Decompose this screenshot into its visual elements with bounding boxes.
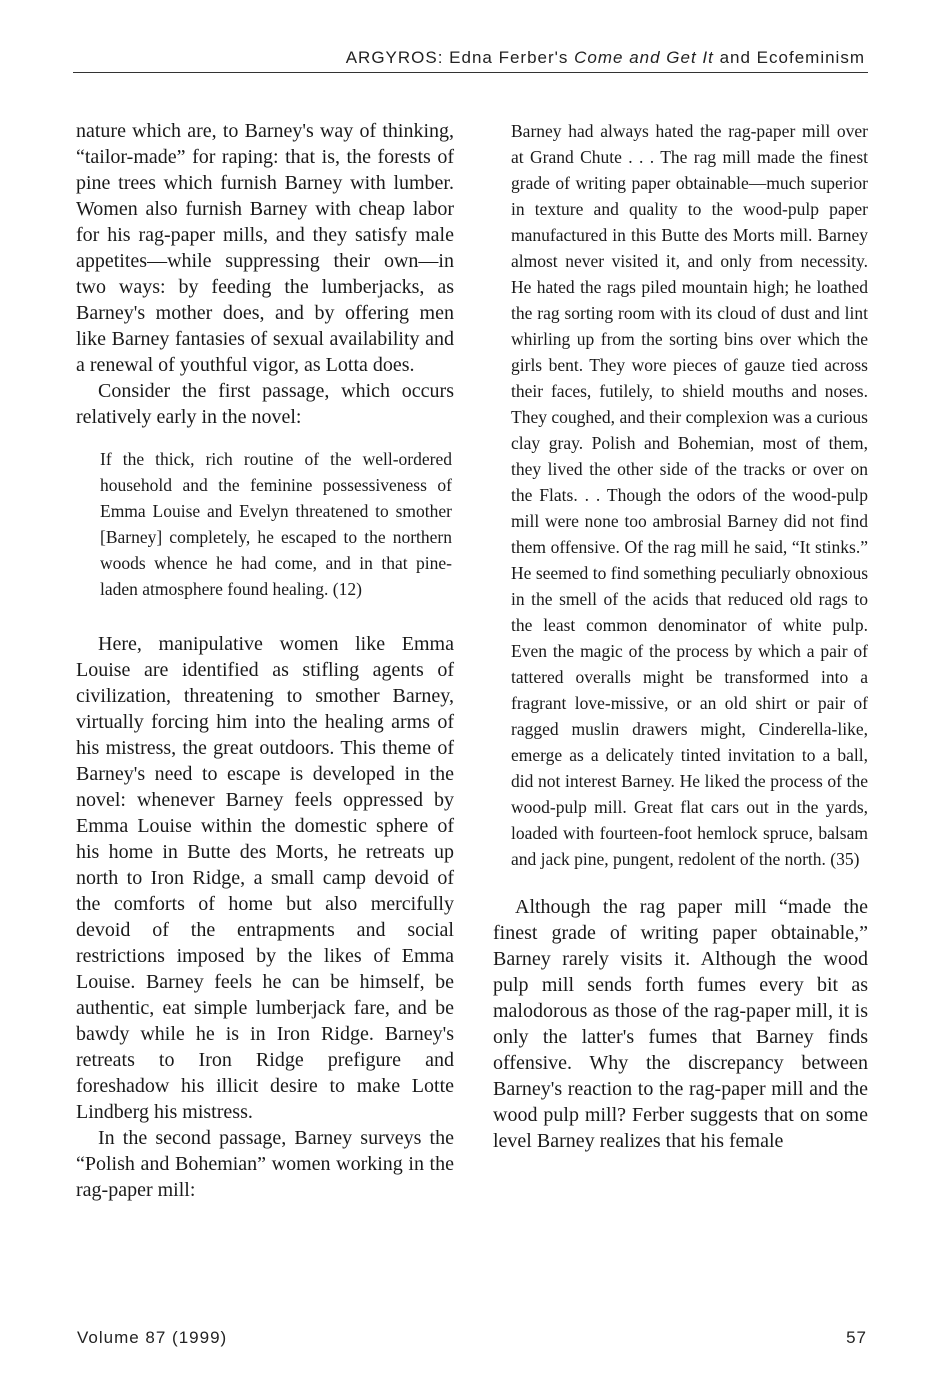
paragraph-5: Although the rag paper mill “made the finest grade of writing paper obtainable,” Barney rarely visits it. Although the wood pulp mill sends forth fumes every bit as malodorous as those of the rag-paper mill, it is only the latter's fumes that Barney finds offensive. Why the discrepancy between Barney's reaction to the rag-paper mill and the wood pulp mill? Ferber suggests that on some level Barney realizes that his female [493, 896, 868, 1152]
block-quote-1: If the thick, rich routine of the well-ordered household and the feminine possessiveness of Emma Louise and Evelyn threatened to smother [Barney] completely, he escaped to the northern woods whence he had come, and in that pine-laden atmosphere found healing. (12) [100, 449, 452, 599]
left-column [76, 118, 454, 1203]
right-column [493, 118, 868, 1154]
header-rule [73, 72, 868, 73]
page-number: 57 [846, 1328, 867, 1347]
footer-volume: Volume 87 (1999) [77, 1328, 228, 1347]
header-book-title: Come and Get It [574, 48, 714, 67]
paragraph-1: nature which are, to Barney's way of thinking, “tailor-made” for raping: that is, the forests of pine trees which furnish Barney with lumber. Women also furnish Barney with cheap labor for his rag-paper mills, and they satisfy male appetites—while suppressing their own—in two ways: by feeding the lumberjacks, as Barney's mother does, and by offering men like Barney fantasies of sexual availability and a renewal of youthful vigor, as Lotta does. [76, 120, 454, 376]
paragraph-2: Consider the first passage, which occurs relatively early in the novel: [76, 380, 454, 428]
header-rest: and Ecofeminism [713, 48, 865, 67]
block-quote-2: Barney had always hated the rag-paper mill over at Grand Chute . . . The rag mill made the finest grade of writing paper obtainable—much superior in texture and quality to the wood-pulp paper manufactured in this Butte des Morts mill. Barney almost never visited it, and only from necessity. He hated the rags piled mountain high; he loathed the rag sorting room with its cloud of dust and lint whirling up from the sorting bins over which the girls bent. They wore pieces of gauze tied across their faces, futilely, to shield mouths and noses. They coughed, and their complexion was a curious clay gray. Polish and Bohemian, most of them, they lived the other side of the tracks or over on the Flats. . . Though the odors of the wood-pulp mill were none too ambrosial Barney did not find them offensive. Of the rag mill he said, “It stinks.” He seemed to find something peculiarly obnoxious in the smell of the acids that reduced old rags to the least common denominator of white pulp. Even the magic of the process by which a pair of tattered overalls might be transformed into a fragrant love-missive, or an old shirt or pair of ragged muslin drawers might, Cinderella-like, emerge as a delicately tinted invitation to a ball, did not interest Barney. He liked the process of the wood-pulp mill. Great flat cars out in the yards, loaded with fourteen-foot hemlock spruce, balsam and jack pine, pungent, redolent of the north. (35) [511, 121, 868, 869]
running-header [75, 48, 865, 68]
header-author: ARGYROS: Edna Ferber's [345, 48, 575, 67]
paragraph-3: Here, manipulative women like Emma Louise are identified as stifling agents of civilization, threatening to smother Barney, virtually forcing him into the healing arms of his mistress, the great outdoors. This theme of Barney's need to escape is developed in the novel: whenever Barney feels oppressed by Emma Louise within the domestic sphere of his home in Butte des Morts, he retreats up north to Iron Ridge, a small camp devoid of the comforts of home but also mercifully devoid of the entrapments and social restrictions imposed by the likes of Emma Louise. Barney feels he can be himself, be authentic, eat simple lumberjack fare, and be bawdy while he is in Iron Ridge. Barney's retreats to Iron Ridge prefigure and foreshadow his illicit desire to make Lotte Lindberg his mistress. [76, 633, 454, 1123]
paragraph-4: In the second passage, Barney surveys the “Polish and Bohemian” women working in the rag-paper mill: [76, 1127, 454, 1201]
